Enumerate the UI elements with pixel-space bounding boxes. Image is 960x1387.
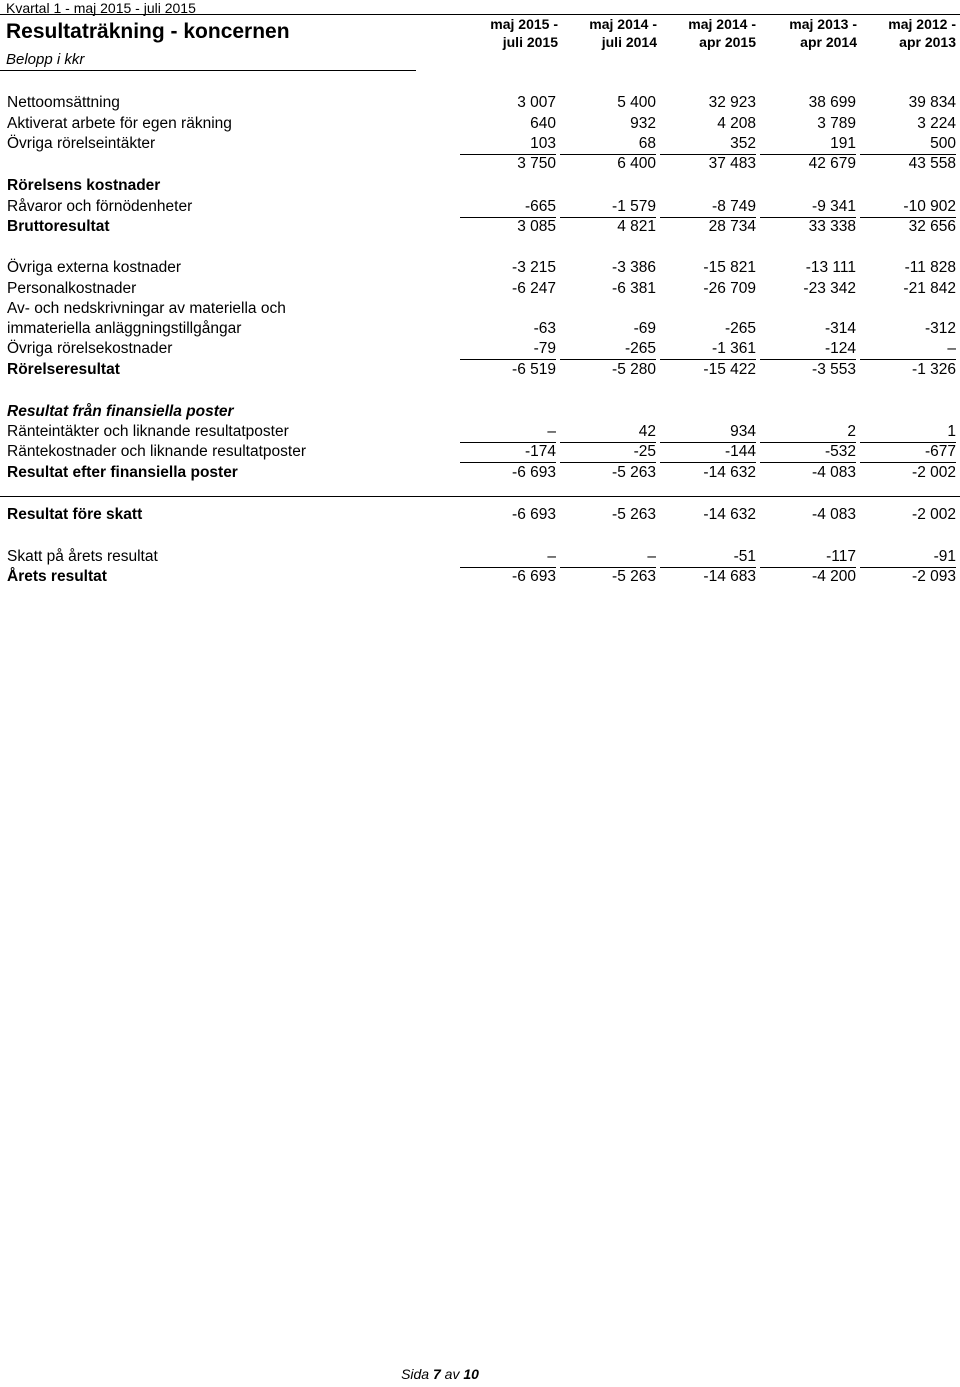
row-label: Aktiverat arbete för egen räkning <box>7 115 232 132</box>
row-label: Resultat från finansiella poster <box>7 403 234 420</box>
cell: -1 326 <box>912 361 956 378</box>
cell: -265 <box>560 339 656 360</box>
row-label: Övriga rörelseintäkter <box>7 135 156 152</box>
cell: -117 <box>760 547 856 568</box>
cell: -6 693 <box>512 464 556 481</box>
column-header-line2: juli 2015 <box>502 34 558 50</box>
cell: -1 579 <box>560 197 656 218</box>
cell: 4 821 <box>617 218 656 235</box>
subtotal-row <box>0 154 960 174</box>
column-header <box>761 15 857 51</box>
total-row <box>0 217 960 237</box>
amount-unit: Belopp i kkr <box>6 51 85 68</box>
cell: -314 <box>824 320 856 337</box>
cell: -14 632 <box>703 506 756 523</box>
row-label: Ränteintäkter och liknande resultatposter <box>7 423 289 440</box>
column-header-line2: apr 2013 <box>899 34 956 50</box>
table-row <box>0 197 960 217</box>
cell: -15 422 <box>703 361 756 378</box>
cell: 932 <box>630 115 656 132</box>
cell: -79 <box>460 339 556 360</box>
row-label: Resultat efter finansiella poster <box>7 464 238 481</box>
cell: 33 338 <box>808 218 856 235</box>
column-header-line1: maj 2014 - <box>589 16 657 32</box>
cell: 28 734 <box>708 218 756 235</box>
cell: -6 693 <box>512 506 556 523</box>
column-header-line2: apr 2015 <box>699 34 756 50</box>
cell: -26 709 <box>703 280 756 297</box>
row-label: Nettoomsättning <box>7 94 120 111</box>
cell: 39 834 <box>908 94 956 111</box>
total-row <box>0 463 960 483</box>
column-header-line1: maj 2013 - <box>789 16 857 32</box>
row-label: Råvaror och förnödenheter <box>7 198 193 215</box>
row-label: Rörelsens kostnader <box>7 177 161 194</box>
column-header-line1: maj 2015 - <box>490 16 558 32</box>
footer-page-number: 7 <box>432 1366 441 1382</box>
cell: -665 <box>460 197 556 218</box>
cell: -265 <box>724 320 756 337</box>
table-row <box>0 339 960 359</box>
cell: -532 <box>760 442 856 463</box>
cell: -10 902 <box>860 197 956 218</box>
cell: -21 842 <box>903 280 956 297</box>
cell: 640 <box>530 115 556 132</box>
table-row <box>0 319 960 339</box>
cell: -144 <box>660 442 756 463</box>
cell: -11 828 <box>904 259 956 276</box>
cell: 191 <box>760 134 856 155</box>
page-title: Resultaträkning - koncernen <box>6 20 290 43</box>
page-footer <box>0 1366 880 1382</box>
cell: -69 <box>633 320 656 337</box>
column-header <box>561 15 657 51</box>
table-row <box>0 134 960 154</box>
cell: 4 208 <box>717 115 756 132</box>
cell: -3 215 <box>512 259 556 276</box>
table-row <box>0 93 960 113</box>
cell: 3 224 <box>917 115 956 132</box>
cell: 42 <box>560 422 656 443</box>
cell: 500 <box>860 134 956 155</box>
row-label: Av- och nedskrivningar av materiella och <box>7 300 286 317</box>
cell: -23 342 <box>803 280 856 297</box>
row-label: immateriella anläggningstillgångar <box>7 320 242 337</box>
cell: 103 <box>460 134 556 155</box>
cell: -2 002 <box>912 464 956 481</box>
cell: 68 <box>560 134 656 155</box>
table-row <box>0 279 960 299</box>
cell: 37 483 <box>708 155 756 172</box>
cell: -91 <box>860 547 956 568</box>
cell: -2 093 <box>912 568 956 585</box>
cell: 2 <box>760 422 856 443</box>
cell: 42 679 <box>808 155 856 172</box>
row-label: Skatt på årets resultat <box>7 548 158 565</box>
cell: -6 693 <box>512 568 556 585</box>
cell: -1 361 <box>660 339 756 360</box>
row-label: Räntekostnader och liknande resultatposter <box>7 443 306 460</box>
cell: – <box>560 547 656 568</box>
table-row <box>0 258 960 278</box>
running-title: Kvartal 1 - maj 2015 - juli 2015 <box>6 0 196 16</box>
row-label: Övriga rörelsekostnader <box>7 340 173 357</box>
cell: 934 <box>660 422 756 443</box>
total-row <box>0 567 960 587</box>
cell: -3 553 <box>812 361 856 378</box>
row-label: Personalkostnader <box>7 280 137 297</box>
cell: -14 683 <box>703 568 756 585</box>
cell: -5 263 <box>612 506 656 523</box>
cell: -4 083 <box>812 506 856 523</box>
row-label: Rörelseresultat <box>7 361 120 378</box>
cell: -6 247 <box>512 280 556 297</box>
column-header <box>860 15 956 51</box>
total-row <box>0 505 960 525</box>
table-row <box>0 547 960 567</box>
cell: 3 085 <box>517 218 556 235</box>
cell: -4 200 <box>812 568 856 585</box>
row-label: Bruttoresultat <box>7 218 110 235</box>
cell: -13 111 <box>805 259 856 276</box>
cell: 3 789 <box>817 115 856 132</box>
cell: 43 558 <box>908 155 956 172</box>
cell: – <box>460 547 556 568</box>
footer-prefix: Sida <box>401 1366 433 1382</box>
cell: 1 <box>860 422 956 443</box>
section-heading-row <box>0 176 960 196</box>
column-header-line1: maj 2012 - <box>888 16 956 32</box>
cell: 3 007 <box>517 94 556 111</box>
cell: -8 749 <box>660 197 756 218</box>
column-header-line2: apr 2014 <box>800 34 857 50</box>
row-label: Årets resultat <box>7 568 107 585</box>
footer-page-total: 10 <box>463 1366 479 1382</box>
cell: 5 400 <box>617 94 656 111</box>
cell: -6 381 <box>612 280 656 297</box>
cell: -9 341 <box>760 197 856 218</box>
table-row <box>0 422 960 442</box>
cell: -677 <box>860 442 956 463</box>
table-row <box>0 442 960 462</box>
cell: -312 <box>924 320 956 337</box>
cell: -124 <box>760 339 856 360</box>
title-rule <box>0 70 416 71</box>
table-row <box>0 114 960 134</box>
section-heading-row <box>0 402 960 422</box>
cell: -15 821 <box>703 259 756 276</box>
cell: -5 263 <box>612 464 656 481</box>
total-row <box>0 360 960 380</box>
section-rule <box>0 496 960 497</box>
row-label: Resultat före skatt <box>7 506 143 523</box>
cell: -5 280 <box>612 361 656 378</box>
cell: 38 699 <box>808 94 856 111</box>
cell: – <box>860 339 956 360</box>
column-header-line1: maj 2014 - <box>688 16 756 32</box>
cell: -6 519 <box>512 361 556 378</box>
cell: -2 002 <box>912 506 956 523</box>
cell: 352 <box>660 134 756 155</box>
cell: 32 923 <box>708 94 756 111</box>
column-header-line2: juli 2014 <box>601 34 657 50</box>
cell: -63 <box>533 320 556 337</box>
cell: -14 632 <box>703 464 756 481</box>
column-header <box>462 15 558 51</box>
cell: -4 083 <box>812 464 856 481</box>
cell: -5 263 <box>612 568 656 585</box>
cell: -174 <box>460 442 556 463</box>
cell: -25 <box>560 442 656 463</box>
cell: – <box>460 422 556 443</box>
column-header <box>660 15 756 51</box>
footer-middle: av <box>440 1366 464 1382</box>
table-row <box>0 299 960 319</box>
cell: -3 386 <box>612 259 656 276</box>
cell: 3 750 <box>517 155 556 172</box>
cell: 32 656 <box>908 218 956 235</box>
row-label: Övriga externa kostnader <box>7 259 182 276</box>
cell: 6 400 <box>617 155 656 172</box>
cell: -51 <box>660 547 756 568</box>
